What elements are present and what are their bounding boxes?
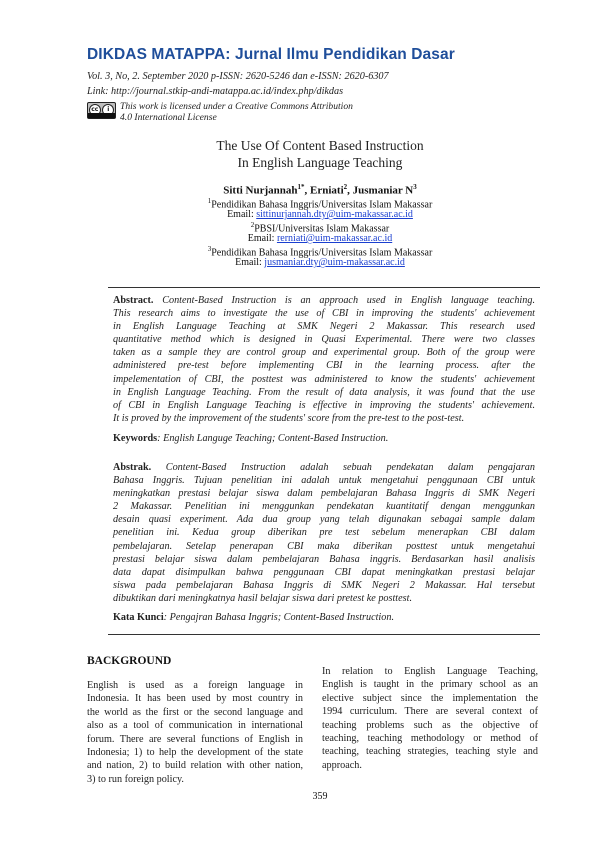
abstract-en-line: quantitative method which is designed in Quasi Experimental. There were two classes [113, 334, 535, 346]
section-heading-background: BACKGROUND [87, 655, 172, 667]
journal-link[interactable]: Link: http://journal.stkip-andi-matappa.ac.id/index.php/dikdas [87, 86, 344, 97]
abstract-id-line: data dapat disimpulkan bahwa penggunaan CBI dapat meningkatkan prestasi belajar [113, 566, 535, 578]
abstract-en-line: in English Language Teaching. From the result of data analysis, it was found that the use [113, 386, 535, 398]
author-3-email-link[interactable]: jusmaniar.dty@uim-makassar.ac.id [264, 257, 405, 268]
paper-title-line-1: The Use Of Content Based Instruction [216, 138, 424, 153]
kata-kunci-text: : Pengajran Bahasa Inggris; Content-Based Instruction. [163, 612, 394, 623]
affiliation-2-sup: 2 [250, 221, 255, 229]
paper-title-line-2: In English Language Teaching [237, 155, 403, 170]
creative-commons-badge-icon[interactable] [87, 102, 116, 119]
keywords-label: Keywords [113, 433, 158, 444]
body-line: In relation to English Language Teaching, [322, 666, 538, 677]
abstract-en-line: in English Language Teaching at SMK Negeri 2 Makassar. This research used [113, 321, 535, 333]
cc-icon: cc [89, 104, 101, 116]
license-text-line-1: This work is licensed under a Creative Commons Attribution [120, 101, 353, 112]
keywords-text: : English Languge Teaching; Content-Based Instruction. [157, 433, 389, 444]
abstract-en-line: administered pre-test before implementing CBI in the learning process. after the [113, 360, 535, 372]
abstract-en-line: taken as a sample they are control group and experimental group. Both of the group were [113, 347, 535, 359]
author-2: Erniati [310, 184, 344, 197]
abstract-id-line: desain quasi experiment. Ada dua group yang telah digunakan sebagai sample dalam [113, 514, 535, 526]
kata-kunci-label: Kata Kunci [113, 612, 164, 623]
abstract-en [113, 294, 535, 425]
affiliation-1-sup: 1 [207, 197, 212, 205]
body-line: teaching, teaching methodology or method of [322, 733, 538, 745]
body-line: and nation, 2) to build relation with other nation, [87, 760, 303, 772]
body-column-right [322, 665, 538, 772]
affiliation-2-name: PBSI/Universitas Islam Makassar [254, 223, 390, 235]
abstract-id-line: 2 Makassar. Penelitian ini menggunkan pendekatan kuantitatif dengan menggunkan [113, 501, 535, 513]
body-line: 3) to run foreign policy. [87, 773, 184, 785]
body-line: elective subject since the implementation the [322, 692, 538, 704]
abstract-label: Abstract. [113, 295, 154, 306]
abstract-id-line: Content-Based Instruction adalah sebuah pendekatan dalam pengajaran [151, 462, 535, 473]
abstract-id-line: prestasi belajar siswa dalam pembelajaran Bahasa inggris. Berdasarkan hasil analisis [113, 553, 535, 565]
keywords-en [113, 433, 388, 444]
abstrak-label: Abstrak. [113, 462, 152, 473]
abstract-en-line: of CBI in English Language Teaching is effective in improving the students' achievement. [113, 399, 535, 411]
abstract-top-rule [108, 287, 540, 288]
author-3: Jusmaniar N [352, 184, 414, 197]
page-number: 359 [312, 791, 328, 802]
abstract-id [113, 461, 535, 605]
body-line: English is used as a foreign language in [87, 680, 303, 691]
keywords-id [113, 612, 394, 623]
affiliation-1-email-line [0, 209, 595, 220]
affiliation-2-email-line [0, 233, 595, 244]
affiliation-3-name: Pendidikan Bahasa Inggris/Universitas Islam Makassar [211, 247, 433, 259]
body-line: teaching, teaching strategies, teaching style and [322, 746, 538, 758]
author-1-sup: 1* [297, 183, 305, 191]
abstract-en-line: This research aims to investigate the use of CBI in improving the students' achievement [113, 308, 535, 320]
badge-bar [88, 113, 115, 118]
abstract-id-line: dibuktikan dari meningkatnya hasil belajar siswa dari pretest ke posttest. [113, 592, 412, 604]
body-line: 1994 curriculum. There are several context of [322, 706, 538, 718]
author-1: Sitti Nurjannah [223, 184, 298, 197]
abstract-bottom-rule [108, 634, 540, 635]
affiliation-3-sup: 3 [207, 245, 212, 253]
author-3-sup: 3 [413, 183, 417, 191]
email-label: Email: [227, 209, 257, 220]
body-line: Indonesia. It has been used by most country in [87, 693, 303, 705]
body-line: approach. [322, 759, 362, 771]
author-sep: , [304, 184, 311, 197]
author-2-sup: 2 [343, 183, 348, 191]
abstract-id-line: meningkatkan prestasi belajar siswa dalam pembelajaran Bahasa Inggris di SMK Negeri [113, 488, 535, 500]
author-2-email-link[interactable]: rerniati@uim-makassar.ac.id [276, 233, 393, 244]
abstract-id-line: Bahasa Inggris. Tujuan penelitian ini adalah untuk mengetahui penggunaan CBI untuk [113, 475, 535, 487]
email-label: Email: [235, 257, 265, 268]
abstract-en-line: impelementation of CBI, the posttest was administered to know the students' achievement [113, 373, 535, 385]
author-sep: , [347, 184, 353, 197]
abstract-en-line: It is proved by the improvement of the students' score from the pre-test to the post-test. [113, 412, 465, 424]
email-label: Email: [247, 233, 277, 244]
body-line: also as a tool of communication in international [87, 720, 303, 732]
body-line: Indonesia; 1) to help the development of the state [87, 747, 303, 759]
abstract-id-line: pembelajaran. Setelap penerapan CBI maka diberikan posttest untuk mengetahui [113, 540, 535, 552]
journal-title: DIKDAS MATAPPA: Jurnal Ilmu Pendidikan Dasar [87, 46, 455, 63]
license-text-line-2: 4.0 International License [120, 112, 217, 123]
volume-issn-line: Vol. 3, No, 2. September 2020 p-ISSN: 2620-5246 dan e-ISSN: 2620-6307 [87, 71, 389, 82]
affiliation-1-name: Pendidikan Bahasa Inggris/Universitas Islam Makassar [211, 199, 433, 211]
body-column-left [87, 679, 303, 786]
affiliation-3-email-line [0, 257, 595, 268]
body-line: teaching problems such as the objective of [322, 719, 538, 731]
abstract-id-line: penelitian ini. Kedua group diberikan pre test sebelum menerapkan CBI dalam [113, 527, 535, 539]
body-line: the world as the first or the second language and [87, 706, 303, 718]
abstract-id-line: siswa pada pembelajaran Bahasa Inggris di SMK Negeri 2 Makassar. Hal tersebut [113, 579, 535, 591]
author-list [0, 183, 595, 197]
abstract-en-line: Content-Based Instruction is an approach used in English language teaching. [153, 295, 535, 306]
attribution-icon: i [102, 104, 114, 116]
body-line: English is taught in the primary school as an [322, 679, 538, 691]
author-1-email-link[interactable]: sittinurjannah.dty@uim-makassar.ac.id [256, 209, 413, 220]
body-line: forum. There are several functions of English in [87, 733, 303, 745]
